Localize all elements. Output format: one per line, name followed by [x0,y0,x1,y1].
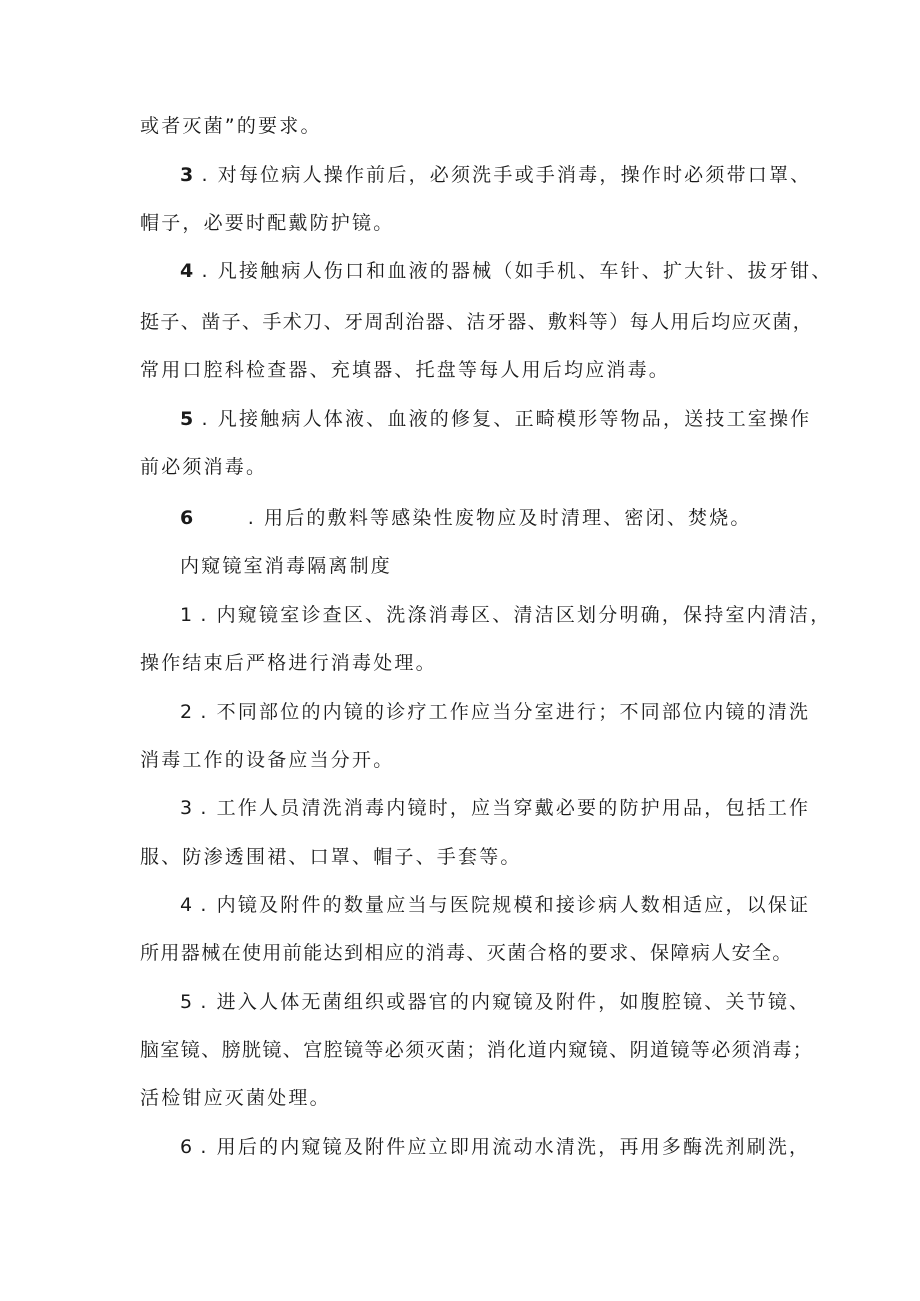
rule-1-line-2 [140,651,437,675]
rule-3-line-1 [180,796,810,820]
item-dot: . [200,991,207,1013]
item-number: 5 [180,991,193,1013]
item-number: 4 [180,260,194,282]
rule-5-line-3 [140,1086,331,1110]
line-text: 工作人员清洗消毒内镜时，应当穿戴必要的防护用品，包括工作 [216,797,811,819]
line-text: 内镜及附件的数量应当与医院规模和接诊病人数相适应，以保证 [216,894,811,916]
item-dot: . [247,507,254,529]
line-text: 凡接触病人伤口和血液的器械（如手机、车针、扩大针、拔牙钳、 [217,260,833,282]
item-number: 6 [180,507,194,529]
line-text: 活检钳应灭菌处理。 [140,1087,331,1109]
item-3-line-2 [140,211,394,235]
item-number: 3 [180,164,194,186]
line-text: 操作结束后严格进行消毒处理。 [140,652,437,674]
item-dot: . [200,797,207,819]
text-line-1 [140,114,322,138]
item-4-line-1 [180,259,833,283]
line-text: 挺子、凿子、手术刀、牙周刮治器、洁牙器、敷料等）每人用后均应灭菌， [140,311,814,333]
item-number: 2 [180,701,193,723]
rule-2-line-2 [140,748,394,772]
item-4-line-3 [140,358,670,382]
line-text: 用后的敷料等感染性废物应及时清理、密闭、焚烧。 [264,507,752,529]
item-dot: . [201,164,208,186]
item-number: 5 [180,408,194,430]
line-text: 帽子，必要时配戴防护镜。 [140,212,395,234]
item-dot: . [200,894,207,916]
rule-1-line-1 [180,603,831,627]
item-dot: . [201,408,208,430]
rule-3-line-2 [140,845,522,869]
item-6-line-1 [180,506,752,530]
section-title-text: 内窥镜室消毒隔离制度 [180,555,393,577]
line-text: 服、防渗透围裙、口罩、帽子、手套等。 [140,846,522,868]
item-3-line-1 [180,163,811,187]
item-dot: . [200,604,207,626]
rule-5-line-2 [140,1038,813,1062]
line-text: 不同部位的内镜的诊疗工作应当分室进行；不同部位内镜的清洗 [216,701,811,723]
rule-4-line-2 [140,941,793,965]
rule-4-line-1 [180,893,810,917]
line-text: 用后的内窥镜及附件应立即用流动水清洗，再用多酶洗剂刷洗， [216,1136,811,1158]
line-text: 凡接触病人体液、血液的修复、正畸模形等物品，送技工室操作 [217,408,812,430]
item-number: 6 [180,1136,193,1158]
line-text: 消毒工作的设备应当分开。 [140,749,395,771]
line-text: 所用器械在使用前能达到相应的消毒、灭菌合格的要求、保障病人安全。 [140,942,793,964]
item-number: 3 [180,797,193,819]
line-text: 对每位病人操作前后，必须洗手或手消毒，操作时必须带口罩、 [217,164,812,186]
line-text: 前必须消毒。 [140,456,268,478]
item-dot: . [200,701,207,723]
section-title [180,554,392,578]
item-number: 4 [180,894,193,916]
line-text: 常用口腔科检查器、充填器、托盘等每人用后均应消毒。 [140,359,671,381]
rule-6-line-1 [180,1135,810,1159]
line-text: 或者灭菌”的要求。 [140,115,322,137]
item-number: 1 [180,604,193,626]
item-4-line-2 [140,310,813,334]
item-dot: . [200,1136,207,1158]
line-text: 脑室镜、膀胱镜、宫腔镜等必须灭菌；消化道内窥镜、阴道镜等必须消毒； [140,1039,814,1061]
rule-5-line-1 [180,990,810,1014]
item-5-line-2 [140,455,267,479]
line-text: 进入人体无菌组织或器官的内窥镜及附件，如腹腔镜、关节镜、 [216,991,811,1013]
item-5-line-1 [180,407,811,431]
rule-2-line-1 [180,700,810,724]
line-text: 内窥镜室诊查区、洗涤消毒区、清洁区划分明确，保持室内清洁， [216,604,832,626]
item-dot: . [201,260,208,282]
